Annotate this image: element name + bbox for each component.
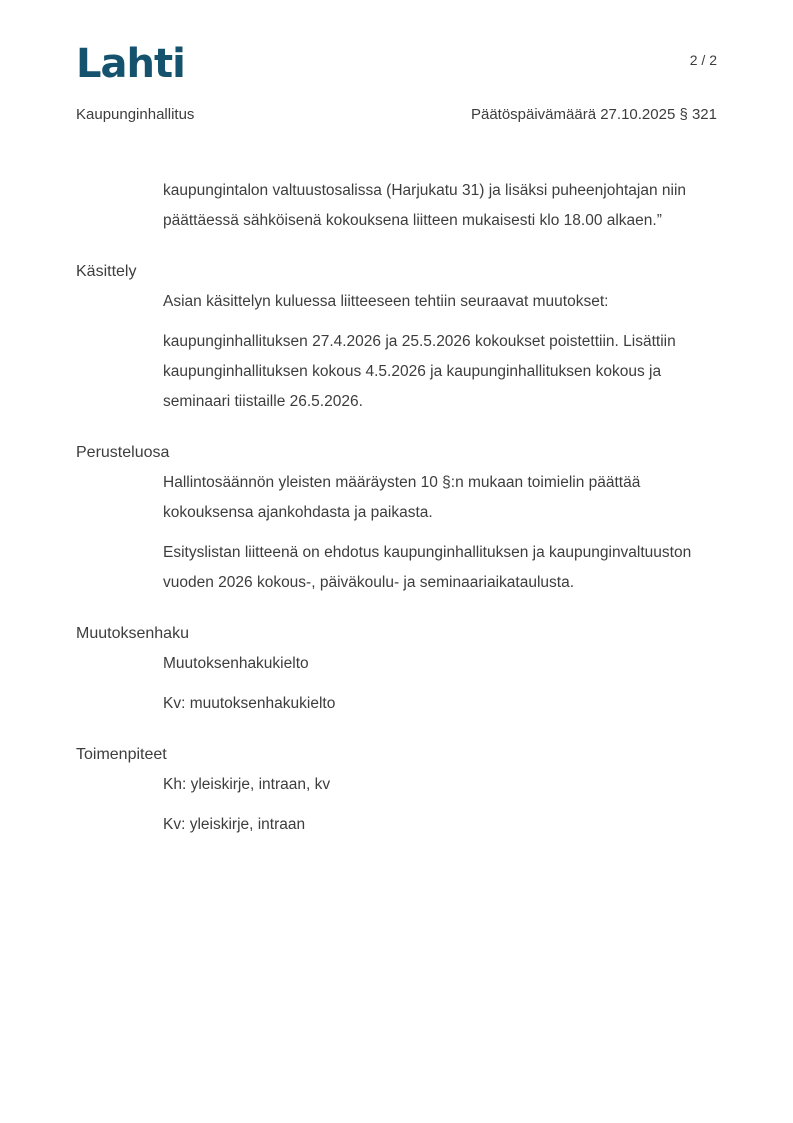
lahti-logo: Lahti bbox=[76, 41, 185, 87]
paragraph: Kv: muutoksenhakukielto bbox=[163, 695, 336, 712]
intro-block bbox=[163, 176, 723, 236]
paragraph: Asian käsittelyn kuluessa liitteeseen tehtiin seuraavat muutokset: bbox=[163, 293, 609, 310]
section-body bbox=[163, 468, 723, 598]
section-heading: Toimenpiteet bbox=[76, 746, 167, 763]
section-kasittely bbox=[76, 257, 717, 417]
document-header bbox=[76, 105, 717, 125]
decision-date: Päätöspäivämäärä 27.10.2025 § 321 bbox=[470, 106, 717, 123]
paragraph: Hallintosäännön yleisten määräysten 10 §:n mukaan toimielin päättää kokouksensa ajankohdasta ja paikasta. bbox=[163, 474, 641, 521]
paragraph: Esityslistan liitteenä on ehdotus kaupunginhallituksen ja kaupunginvaltuuston vuoden 2026 kokous-, päiväkoulu- ja seminaariaikataulusta. bbox=[163, 544, 692, 591]
section-toimenpiteet bbox=[76, 740, 717, 840]
page-number: 2 / 2 bbox=[689, 52, 717, 68]
section-body bbox=[163, 287, 723, 417]
section-heading: Muutoksenhaku bbox=[76, 625, 189, 642]
section-body bbox=[163, 649, 723, 719]
paragraph: Kv: yleiskirje, intraan bbox=[163, 816, 306, 833]
section-muutoksenhaku bbox=[76, 619, 717, 719]
paragraph: Kh: yleiskirje, intraan, kv bbox=[163, 776, 331, 793]
paragraph: kaupunginhallituksen 27.4.2026 ja 25.5.2026 kokoukset poistettiin. Lisättiin kaupunginhallituksen kokous 4.5.2026 ja kaupunginhallituksen kokous ja seminaari tiistaille 26.5.2026. bbox=[163, 333, 676, 410]
section-heading: Perusteluosa bbox=[76, 444, 170, 461]
paragraph: Muutoksenhakukielto bbox=[163, 655, 309, 672]
intro-paragraph: kaupungintalon valtuustosalissa (Harjukatu 31) ja lisäksi puheenjohtajan niin päättäessä sähköisenä kokouksena liitteen mukaisesti klo 18.00 alkaen.” bbox=[163, 182, 687, 229]
document-top-row bbox=[76, 42, 717, 86]
section-body bbox=[163, 770, 723, 840]
section-heading: Käsittely bbox=[76, 263, 137, 280]
organ-name: Kaupunginhallitus bbox=[76, 106, 195, 123]
section-perusteluosa bbox=[76, 438, 717, 598]
document-body bbox=[76, 176, 717, 840]
